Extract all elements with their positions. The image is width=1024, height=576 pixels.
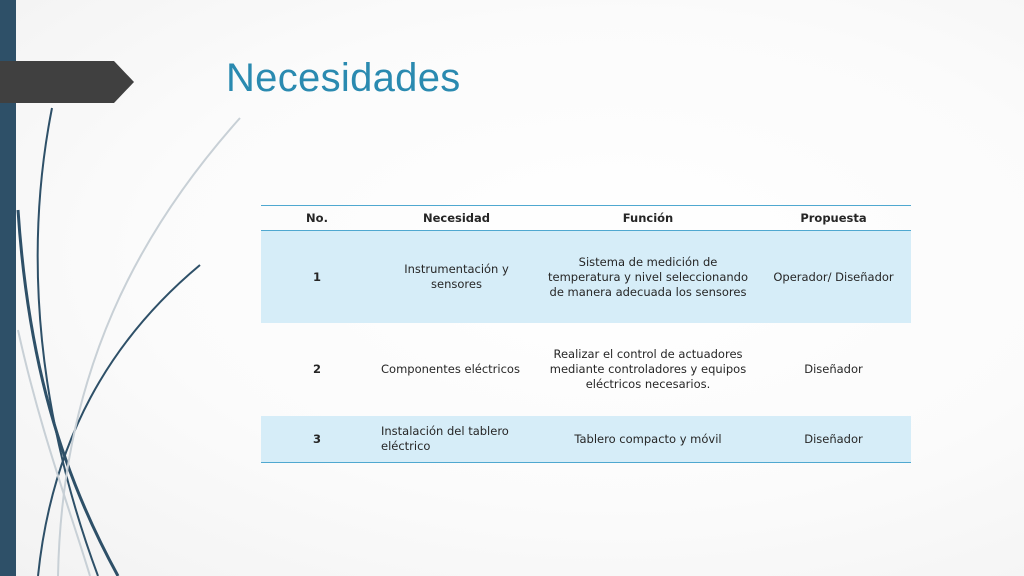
decorative-curve (38, 265, 200, 576)
cell-propuesta: Diseñador (756, 416, 911, 463)
cell-necesidad: Instalación del tablero eléctrico (373, 416, 540, 463)
cell-funcion: Tablero compacto y móvil (540, 416, 756, 463)
header-necesidad: Necesidad (373, 206, 540, 231)
decorative-curve (18, 330, 90, 576)
header-no: No. (261, 206, 373, 231)
cell-no: 1 (261, 231, 373, 324)
cell-necesidad: Instrumentación y sensores (373, 231, 540, 324)
cell-propuesta: Diseñador (804, 362, 863, 376)
title-flag-shape (0, 61, 134, 103)
table-row (261, 323, 911, 416)
table-row (261, 416, 911, 463)
cell-propuesta: Operador/ Diseñador (756, 231, 911, 324)
header-propuesta: Propuesta (756, 206, 911, 231)
table-header-row (261, 206, 911, 231)
needs-table (261, 205, 911, 463)
cell-no: 2 (312, 362, 321, 376)
table-row (261, 231, 911, 324)
header-funcion: Función (540, 206, 756, 231)
cell-necesidad: Componentes eléctricos (381, 362, 520, 376)
cell-funcion: Sistema de medición de temperatura y nivel seleccionando de manera adecuada los sensores (540, 231, 756, 324)
slide-title: Necesidades (226, 56, 461, 100)
cell-no: 3 (261, 416, 373, 463)
needs-table-container (261, 205, 911, 463)
cell-funcion: Realizar el control de actuadores mediante controladores y equipos eléctricos necesarios. (549, 347, 747, 391)
